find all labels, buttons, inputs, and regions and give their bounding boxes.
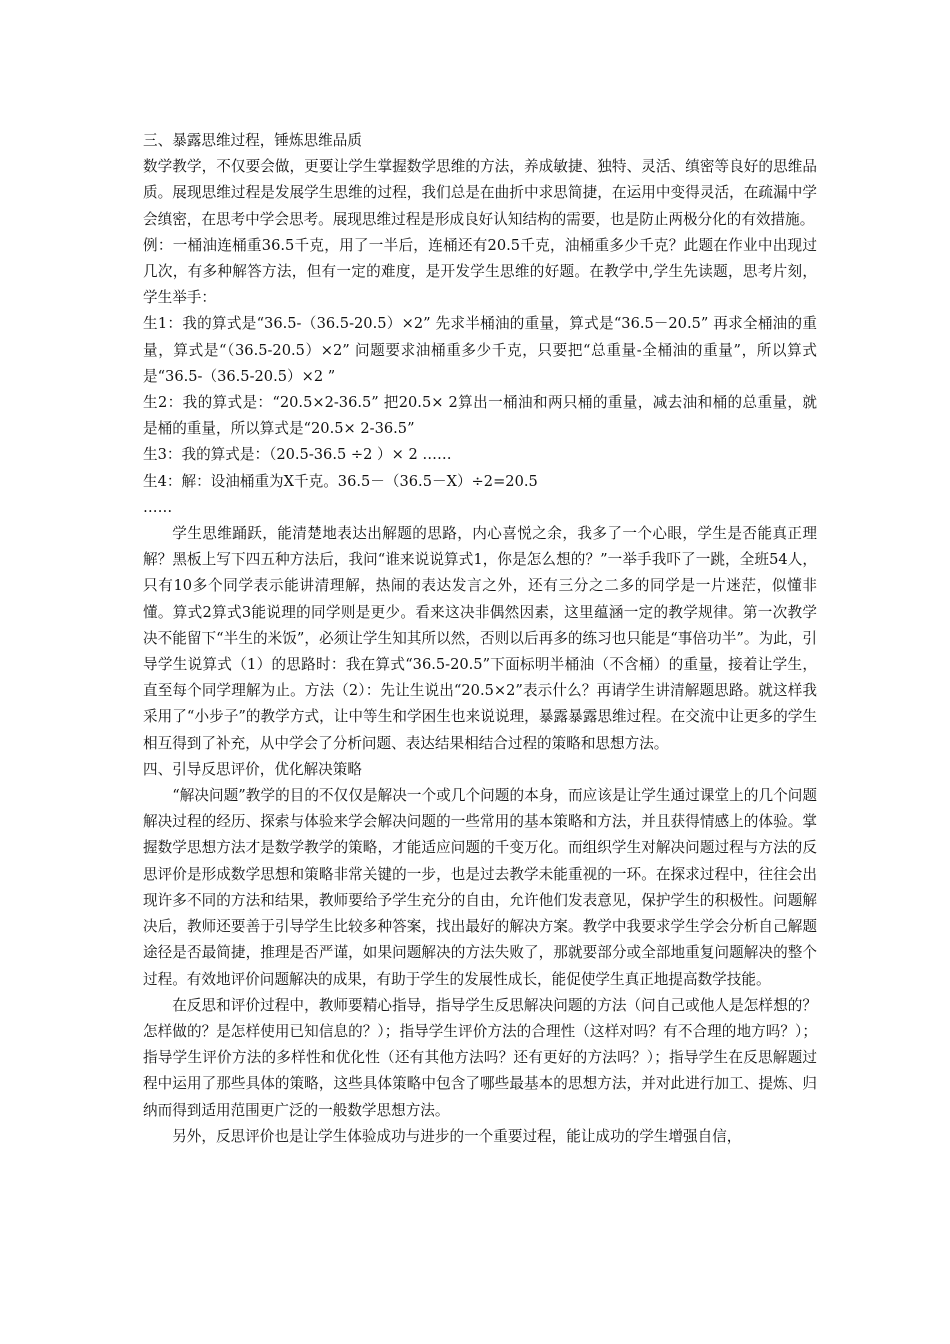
body-paragraph: 另外，反思评价也是让学生体验成功与进步的一个重要过程，能让成功的学生增强自信， (172, 1127, 742, 1145)
body-paragraph: 在反思和评价过程中，教师要精心指导，指导学生反思解决问题的方法（问自己或他人是怎样想的？怎样做的？是怎样使用已知信息的？）；指导学生评价方法的合理性（这样对吗？有不合理的地方吗？）；指导学生评价方法的多样性和优化性（还有其他方法吗？还有更好的方法吗？）；指导学生在反思解题过程中运用了那些具体的策略，这些具体策略中包含了哪些最基本的思想方法，并对此进行加工、提炼、归纳而得到适用范围更广泛的一般数学思想方法。 (143, 996, 817, 1119)
body-paragraph: 数学教学，不仅要会做，更要让学生掌握数学思维的方法，养成敏捷、独特、灵活、缜密等良好的思维品质。展现思维过程是发展学生思维的过程，我们总是在曲折中求思简捷，在运用中变得灵活，在疏漏中学会缜密，在思考中学会思考。展现思维过程是形成良好认知结构的需要，也是防止两极分化的有效措施。 (143, 158, 817, 228)
document-page (143, 128, 817, 1150)
body-paragraph: 学生思维踊跃，能清楚地表达出解题的思路，内心喜悦之余，我多了一个心眼，学生是否能真正理解？黑板上写下四五种方法后，我问“谁来说说算式1，你是怎么想的？”一举手我吓了一跳，全班54人，只有10多个同学表示能讲清理解，热闹的表达发言之外，还有三分之二多的同学是一片迷茫，似懂非懂。算式2算式3能说理的同学则是更少。看来这决非偶然因素，这里蕴涵一定的教学规律。第一次教学决不能留下“半生的米饭”，必须让学生知其所以然，否则以后再多的练习也只能是“事倍功半”。为此，引导学生说算式（1）的思路时：我在算式“36.5-20.5”下面标明半桶油（不含桶）的重量，接着让学生，直至每个同学理解为止。方法（2）：先让生说出“20.5×2”表示什么？再请学生讲清解题思路。就这样我采用了“小步子”的教学方式，让中等生和学困生也来说说理，暴露暴露思维过程。在交流中让更多的学生相互得到了补充，从中学会了分析问题、表达结果相结合过程的策略和思想方法。 (143, 525, 817, 752)
student-answer-1: 生1：我的算式是“36.5-（36.5-20.5）×2” 先求半桶油的重量，算式是“36.5－20.5” 再求全桶油的重量，算式是“（36.5-20.5）×2” 问题要求油桶重多少千克，只要把“总重量-全桶油的重量”，所以算式是“36.5-（36.5-20.5）×2 ” (143, 315, 817, 385)
example-problem: 例：一桶油连桶重36.5千克，用了一半后，连桶还有20.5千克，油桶重多少千克？此题在作业中出现过几次，有多种解答方法，但有一定的难度，是开发学生思维的好题。在教学中,学生先读题，思考片刻，学生举手： (143, 236, 817, 307)
student-answer-2: 生2：我的算式是：“20.5×2-36.5” 把20.5× 2算出一桶油和两只桶的重量，减去油和桶的总重量，就是桶的重量，所以算式是“20.5× 2-36.5” (143, 394, 817, 438)
student-answer-3: 生3：我的算式是：（20.5-36.5 ÷2 ）× 2 …… (143, 446, 452, 464)
section-heading-3: 三、暴露思维过程，锤炼思维品质 (143, 132, 362, 149)
ellipsis-line: …… (143, 498, 173, 516)
body-paragraph: “解决问题”教学的目的不仅仅是解决一个或几个问题的本身，而应该是让学生通过课堂上的几个问题解决过程的经历、探索与体验来学会解决问题的一些常用的基本策略和方法，并且获得情感上的体验。掌握数学思想方法才是数学教学的策略，才能适应问题的千变万化。而组织学生对解决问题过程与方法的反思评价是形成数学思想和策略非常关键的一步，也是过去教学未能重视的一环。在探求过程中，往往会出现许多不同的方法和结果，教师要给予学生充分的自由，允许他们发表意见，保护学生的积极性。问题解决后，教师还要善于引导学生比较多种答案，找出最好的解决方案。教学中我要求学生学会分析自己解题途径是否最简捷，推理是否严谨，如果问题解决的方法失败了，那就要部分或全部地重复问题解决的整个过程。有效地评价问题解决的成果，有助于学生的发展性成长，能促使学生真正地提高数学技能。 (143, 787, 817, 988)
student-answer-4: 生4：解：设油桶重为X千克。36.5－（36.5－X）÷2=20.5 (143, 472, 538, 490)
section-heading-4: 四、引导反思评价，优化解决策略 (143, 760, 362, 778)
